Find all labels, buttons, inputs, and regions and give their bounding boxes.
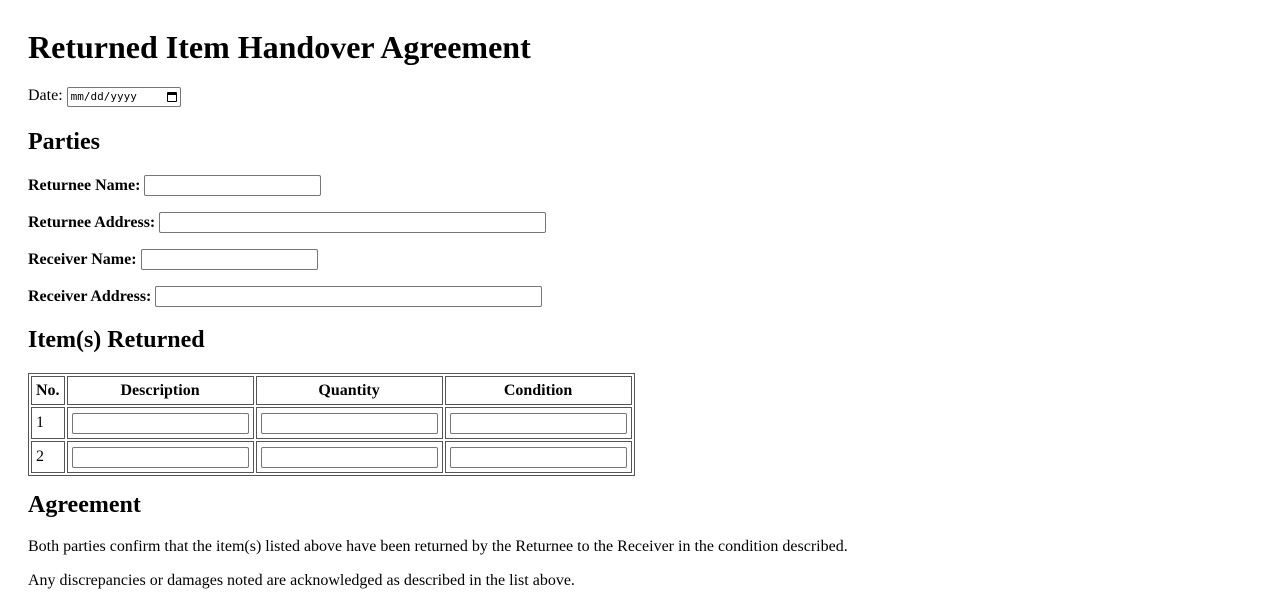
row-number: 1 [31,407,65,439]
returnee-name-input[interactable] [144,175,321,196]
column-header-condition: Condition [445,376,632,405]
quantity-input[interactable] [261,447,438,468]
date-placeholder: mm/dd/yyyy [70,90,137,103]
agreement-heading: Agreement [28,492,141,518]
quantity-cell [256,407,443,439]
returnee-address-label: Returnee Address: [28,213,156,231]
returnee-address-input[interactable] [159,212,546,233]
condition-input[interactable] [450,447,627,468]
table-row [31,407,632,439]
table-row [31,441,632,473]
receiver-name-row [28,249,318,270]
returnee-address-row [28,212,546,233]
receiver-address-input[interactable] [155,286,542,307]
description-input[interactable] [72,413,249,434]
calendar-icon[interactable] [167,92,177,102]
quantity-cell [256,441,443,473]
date-row [28,86,181,108]
receiver-address-row [28,286,542,307]
items-table [28,373,635,476]
receiver-name-input[interactable] [141,249,318,270]
quantity-input[interactable] [261,413,438,434]
description-cell [67,441,254,473]
table-header-row [31,376,632,405]
receiver-name-label: Receiver Name: [28,250,137,268]
column-header-no: No. [31,376,65,405]
agreement-paragraph: Any discrepancies or damages noted are acknowledged as described in the list above. [28,572,575,589]
condition-cell [445,407,632,439]
description-cell [67,407,254,439]
date-label: Date: [28,87,63,104]
condition-cell [445,441,632,473]
column-header-quantity: Quantity [256,376,443,405]
column-header-description: Description [67,376,254,405]
date-input[interactable] [67,87,181,107]
condition-input[interactable] [450,413,627,434]
parties-heading: Parties [28,129,100,155]
returnee-name-row [28,175,321,196]
receiver-address-label: Receiver Address: [28,287,152,305]
description-input[interactable] [72,447,249,468]
agreement-paragraph: Both parties confirm that the item(s) listed above have been returned by the Returnee to the Receiver in the condition described. [28,538,848,555]
items-heading: Item(s) Returned [28,327,205,353]
row-number: 2 [31,441,65,473]
page-title: Returned Item Handover Agreement [28,29,531,65]
returnee-name-label: Returnee Name: [28,176,141,194]
